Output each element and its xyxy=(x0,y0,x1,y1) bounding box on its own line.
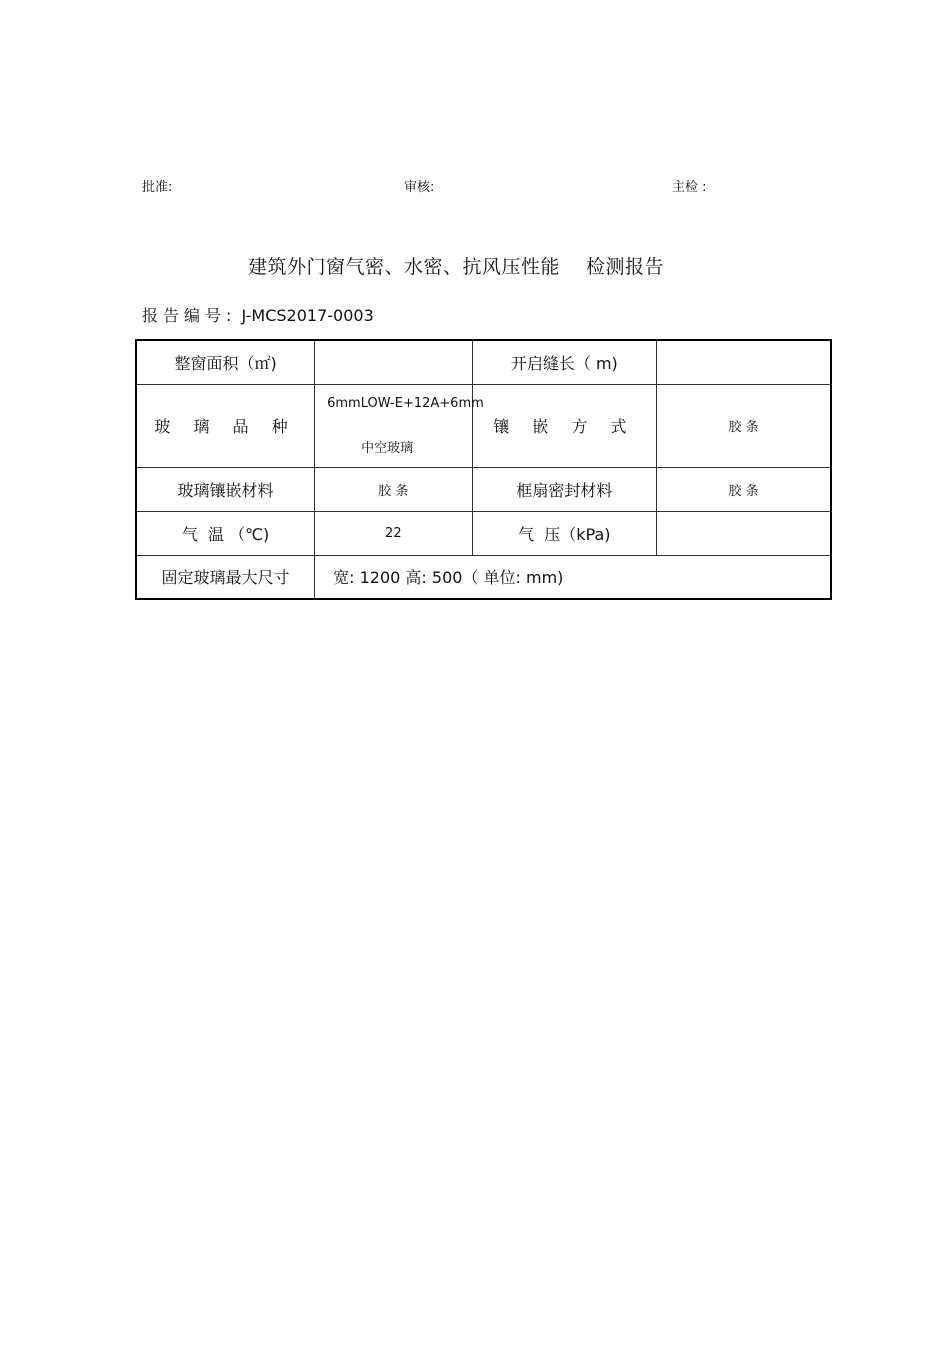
review-label: 审核: xyxy=(404,180,435,195)
table-row xyxy=(136,511,831,555)
title-suffix: 检测报告 xyxy=(586,256,665,278)
approve-label: 批准: xyxy=(142,180,173,195)
table-row xyxy=(136,340,831,384)
max-glass-size-label: 固定玻璃最大尺寸 xyxy=(136,555,315,599)
table-row xyxy=(136,555,831,599)
table-row xyxy=(136,467,831,511)
opening-seam-label: 开启缝长（ m) xyxy=(472,340,657,384)
glazing-material-label: 玻璃镶嵌材料 xyxy=(136,467,315,511)
opening-seam-value xyxy=(657,340,831,384)
report-number-label: 报告编号: xyxy=(142,306,237,325)
temperature-value: 22 xyxy=(315,511,472,555)
max-glass-size-value: 宽: 1200 高: 500（ 单位: mm) xyxy=(315,555,831,599)
report-number-line xyxy=(142,303,374,326)
pressure-label: 气 压（kPa) xyxy=(472,511,657,555)
inspect-label: 主检 : xyxy=(672,180,707,195)
window-area-label: 整窗面积（㎡) xyxy=(136,340,315,384)
glass-type-value xyxy=(315,384,484,467)
spec-table xyxy=(135,339,832,600)
title-main: 建筑外门窗气密、水密、抗风压性能 xyxy=(248,256,561,278)
glass-type-label: 玻 璃 品 种 xyxy=(136,384,315,467)
window-area-value xyxy=(315,340,472,384)
sealing-material-label: 框扇密封材料 xyxy=(472,467,657,511)
glazing-material-value: 胶 条 xyxy=(315,467,472,511)
glass-type-spec: 6mmLOW-E+12A+6mm xyxy=(327,395,484,411)
glass-type-desc: 中空玻璃 xyxy=(361,440,414,456)
page-title xyxy=(248,252,664,279)
report-number-value: J-MCS2017-0003 xyxy=(241,306,374,325)
sealing-material-value: 胶 条 xyxy=(657,467,831,511)
glazing-method-label: 镶 嵌 方 式 xyxy=(472,384,657,467)
table-row xyxy=(136,384,831,467)
pressure-value xyxy=(657,511,831,555)
temperature-label: 气 温 （℃) xyxy=(136,511,315,555)
glazing-method-value: 胶 条 xyxy=(657,384,831,467)
